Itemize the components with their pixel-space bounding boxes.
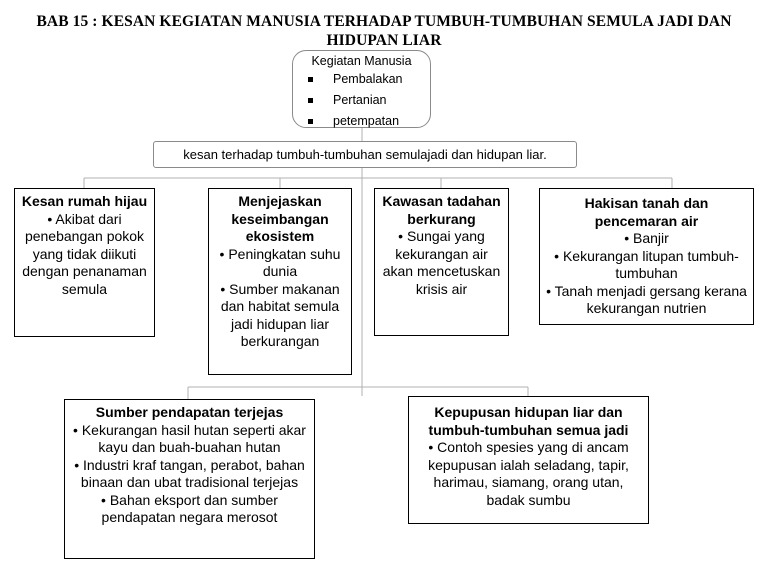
- kegiatan-manusia-box: [292, 50, 431, 128]
- square-bullet-icon: [308, 119, 313, 124]
- activity-item: petempatan: [308, 113, 399, 129]
- effect-bullet: • Sungai yang kekurangan air akan mencetuskan krisis air: [382, 228, 501, 297]
- square-bullet-icon: [308, 77, 313, 82]
- effect-heading: Menjejaskan keseimbangan ekosistem: [231, 193, 329, 244]
- effect-bullet: • Contoh spesies yang di ancam kepupusan ialah seladang, tapir, harimau, siamang, orang utan, badak sumbu: [428, 439, 629, 508]
- effect-box-kesan-rumah-hijau: [14, 188, 155, 337]
- effect-box-menjejaskan-ekosistem: [208, 188, 352, 375]
- effect-bullet: • Bahan eksport dan sumber pendapatan negara merosot: [101, 491, 278, 525]
- effect-heading: Kawasan tadahan berkurang: [382, 193, 501, 227]
- effect-box-sumber-pendapatan: [64, 399, 315, 559]
- effect-box-kepupusan: [408, 396, 649, 524]
- effect-bullet: • Tanah menjadi gersang kerana kekurangan nutrien: [546, 282, 747, 316]
- effect-bullet: • Banjir: [624, 230, 669, 246]
- effect-heading: Kesan rumah hijau: [21, 193, 148, 209]
- effect-box-kawasan-tadahan: [374, 188, 509, 336]
- effect-box-hakisan-tanah: [539, 188, 754, 325]
- effect-bullet: • Sumber makanan dan habitat semula jadi hidupan liar berkurangan: [220, 280, 340, 349]
- effect-bullet: • Industri kraf tangan, perabot, bahan binaan dan ubat tradisional terjejas: [74, 456, 305, 490]
- page-title: BAB 15 : KESAN KEGIATAN MANUSIA TERHADAP TUMBUH-TUMBUHAN SEMULA JADI DAN HIDUPAN LIAR: [36, 13, 732, 49]
- effect-bullet: • Akibat dari penebangan pokok yang tidak diikuti dengan penanaman semula: [22, 210, 147, 297]
- activity-item: Pembalakan: [308, 71, 403, 87]
- effect-bullet: • Peningkatan suhu dunia: [219, 245, 341, 279]
- effect-bullet: • Kekurangan litupan tumbuh-tumbuhan: [554, 247, 739, 281]
- square-bullet-icon: [308, 98, 313, 103]
- effect-heading: Hakisan tanah dan pencemaran air: [584, 195, 709, 229]
- kegiatan-manusia-label: Kegiatan Manusia: [311, 54, 412, 68]
- effect-bullet: • Kekurangan hasil hutan seperti akar kayu dan buah-buahan hutan: [73, 421, 306, 455]
- kesan-box: kesan terhadap tumbuh-tumbuhan semulajadi dan hidupan liar.: [153, 141, 577, 168]
- effect-heading: Kepupusan hidupan liar dan tumbuh-tumbuhan semua jadi: [428, 404, 629, 438]
- effect-heading: Sumber pendapatan terjejas: [95, 404, 284, 420]
- activity-item: Pertanian: [308, 92, 387, 108]
